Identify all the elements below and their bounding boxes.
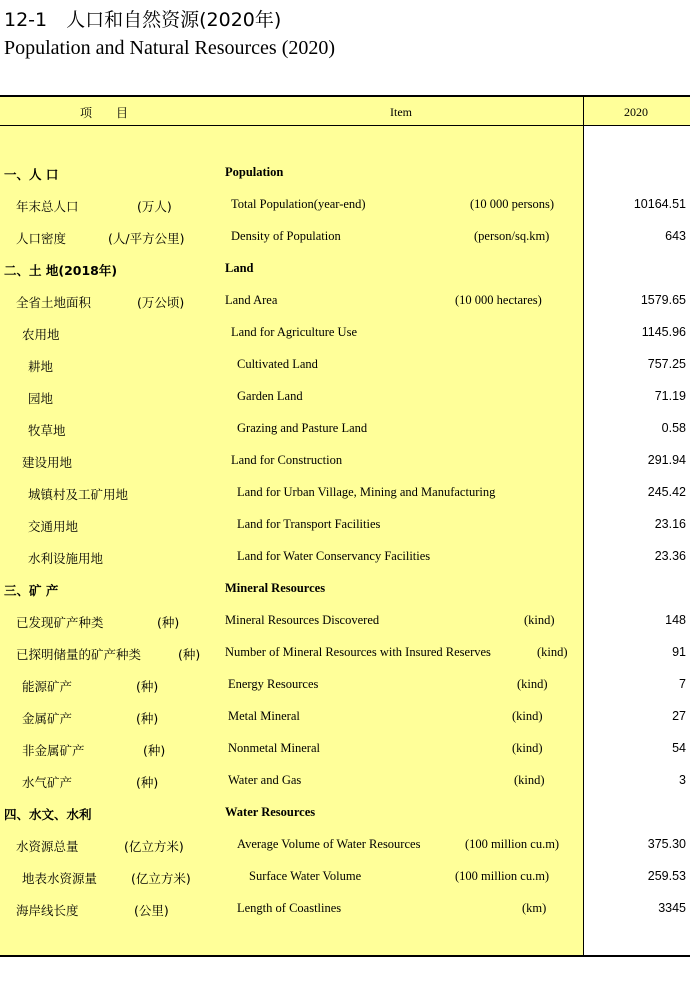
unit-en: (10 000 hectares): [455, 293, 542, 307]
table-row: [0, 638, 690, 670]
table-row: [0, 702, 690, 734]
unit-cn: (种): [157, 615, 180, 630]
item-label-en: Land for Water Conservancy Facilities: [237, 549, 431, 563]
value-2020: 23.36: [654, 549, 686, 563]
section-row: [0, 254, 690, 286]
value-2020: 71.19: [654, 389, 686, 403]
unit-en: (kind): [514, 773, 545, 787]
item-label-en: Grazing and Pasture Land: [237, 421, 368, 435]
item-label-cn: 耕地: [28, 359, 54, 374]
item-label-en: Energy Resources: [228, 677, 319, 691]
value-2020: 245.42: [647, 485, 686, 499]
item-label-en: Population: [225, 165, 284, 179]
value-2020: 757.25: [647, 357, 686, 371]
table-row: [0, 286, 690, 318]
unit-cn: (亿立方米): [131, 871, 191, 886]
unit-en: (kind): [512, 709, 543, 723]
item-label-en: Total Population(year-end): [231, 197, 366, 211]
table-row: [0, 446, 690, 478]
item-label-cn: 金属矿产: [22, 711, 73, 726]
unit-cn: (公里): [134, 903, 169, 918]
value-2020: 1145.96: [641, 325, 686, 339]
item-label-en: Garden Land: [237, 389, 303, 403]
header-bottom-rule: [0, 125, 690, 126]
table-row: [0, 734, 690, 766]
table-row: [0, 542, 690, 574]
table-row: [0, 190, 690, 222]
item-label-cn: 年末总人口: [16, 199, 79, 214]
value-2020: 23.16: [654, 517, 686, 531]
table-row: [0, 382, 690, 414]
unit-cn: (人/平方公里): [108, 231, 185, 246]
value-2020: 54: [672, 741, 686, 755]
value-2020: 7: [679, 677, 686, 691]
unit-cn: (种): [136, 711, 159, 726]
item-label-cn: 园地: [28, 391, 54, 406]
unit-cn: (种): [143, 743, 166, 758]
unit-en: (kind): [524, 613, 555, 627]
unit-en: (kind): [537, 645, 568, 659]
item-label-cn: 全省土地面积: [16, 295, 92, 310]
unit-en: (100 million cu.m): [465, 837, 560, 851]
unit-cn: (万公顷): [137, 295, 185, 310]
item-label-en: Mineral Resources Discovered: [225, 613, 380, 627]
item-label-cn: 交通用地: [28, 519, 79, 534]
table-row: [0, 222, 690, 254]
item-label-cn: 非金属矿产: [22, 743, 85, 758]
unit-en: (10 000 persons): [470, 197, 555, 211]
item-label-cn: 一、人 口: [4, 167, 59, 182]
value-2020: 643: [665, 229, 686, 243]
unit-cn: (种): [136, 775, 159, 790]
item-label-cn: 水资源总量: [16, 839, 79, 854]
value-2020: 1579.65: [640, 293, 686, 307]
item-label-en: Nonmetal Mineral: [228, 741, 320, 755]
value-2020: 27: [672, 709, 686, 723]
table-row: [0, 414, 690, 446]
table-top-rule: [0, 95, 690, 97]
table-bottom-rule: [0, 955, 690, 957]
item-label-cn: 海岸线长度: [16, 903, 79, 918]
item-label-en: Water and Gas: [228, 773, 302, 787]
table-row: [0, 510, 690, 542]
page-title-cn: 12-1 人口和自然资源(2020年): [4, 9, 282, 31]
unit-en: (kind): [512, 741, 543, 755]
value-2020: 3345: [658, 901, 686, 915]
table-row: [0, 478, 690, 510]
item-label-en: Metal Mineral: [228, 709, 300, 723]
value-2020: 259.53: [647, 869, 686, 883]
header-item-en: Item: [390, 105, 412, 119]
value-2020: 148: [665, 613, 686, 627]
item-label-en: Density of Population: [231, 229, 341, 243]
item-label-cn: 三、矿 产: [4, 583, 59, 598]
table-row: [0, 670, 690, 702]
item-label-cn: 已发现矿产种类: [16, 615, 104, 630]
item-label-en: Land for Urban Village, Mining and Manufacturing: [237, 485, 496, 499]
item-label-en: Surface Water Volume: [249, 869, 362, 883]
item-label-cn: 人口密度: [16, 231, 67, 246]
header-item-cn: 项 目: [80, 106, 129, 120]
item-label-en: Land Area: [225, 293, 278, 307]
section-row: [0, 158, 690, 190]
table-row: [0, 606, 690, 638]
unit-cn: (种): [136, 679, 159, 694]
value-2020: 91: [672, 645, 686, 659]
table-row: [0, 830, 690, 862]
item-label-cn: 城镇村及工矿用地: [28, 487, 129, 502]
item-label-cn: 建设用地: [22, 455, 73, 470]
table-row: [0, 350, 690, 382]
item-label-cn: 水气矿产: [22, 775, 73, 790]
item-label-en: Land for Construction: [231, 453, 343, 467]
table-row: [0, 766, 690, 798]
item-label-en: Mineral Resources: [225, 581, 326, 595]
unit-en: (person/sq.km): [474, 229, 550, 243]
item-label-en: Water Resources: [225, 805, 316, 819]
value-2020: 0.58: [661, 421, 686, 435]
item-label-cn: 牧草地: [28, 423, 66, 438]
item-label-cn: 已探明储量的矿产种类: [16, 647, 142, 662]
value-2020: 291.94: [647, 453, 686, 467]
item-label-en: Number of Mineral Resources with Insured Reserves: [225, 645, 491, 659]
section-row: [0, 574, 690, 606]
item-label-en: Land: [225, 261, 254, 275]
item-label-en: Land for Agriculture Use: [231, 325, 358, 339]
item-label-cn: 二、土 地(2018年): [4, 263, 118, 278]
table-row: [0, 318, 690, 350]
item-label-cn: 水利设施用地: [28, 551, 104, 566]
table-row: [0, 894, 690, 926]
item-label-en: Cultivated Land: [237, 357, 318, 371]
page-title-en: Population and Natural Resources (2020): [4, 37, 336, 59]
value-2020: 10164.51: [633, 197, 686, 211]
item-label-cn: 能源矿产: [22, 679, 73, 694]
header-year: 2020: [624, 105, 648, 119]
item-label-en: Length of Coastlines: [237, 901, 342, 915]
item-label-cn: 四、水文、水利: [4, 807, 92, 822]
unit-cn: (万人): [137, 199, 172, 214]
unit-en: (kind): [517, 677, 548, 691]
unit-en: (km): [522, 901, 547, 915]
value-2020: 375.30: [647, 837, 686, 851]
value-2020: 3: [679, 773, 686, 787]
item-label-en: Land for Transport Facilities: [237, 517, 381, 531]
unit-en: (100 million cu.m): [455, 869, 550, 883]
table-row: [0, 862, 690, 894]
item-label-cn: 地表水资源量: [22, 871, 98, 886]
item-label-cn: 农用地: [22, 327, 60, 342]
unit-cn: (种): [178, 647, 201, 662]
section-row: [0, 798, 690, 830]
unit-cn: (亿立方米): [124, 839, 184, 854]
item-label-en: Average Volume of Water Resources: [237, 837, 421, 851]
